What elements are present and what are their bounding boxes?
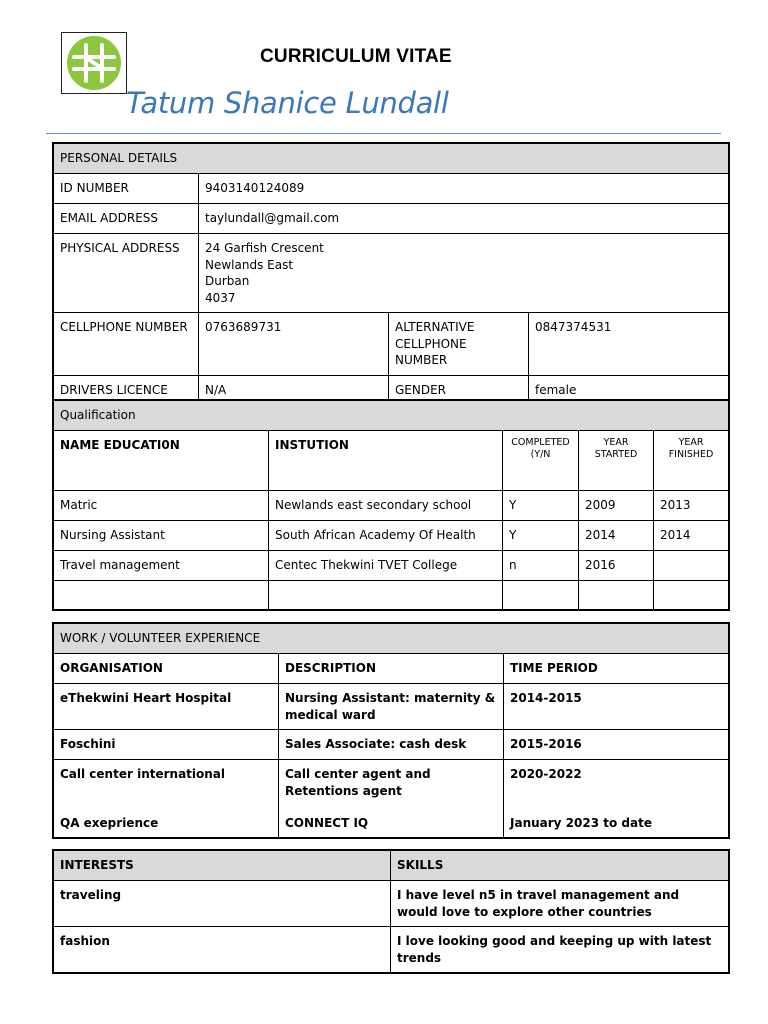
time-period: 2015-2016: [504, 730, 729, 760]
time-period: 2014-2015: [504, 684, 729, 730]
table-row: [54, 521, 729, 551]
completed-header: COMPLETED (Y/N: [503, 431, 579, 491]
completed: Y: [503, 491, 579, 521]
completed: [503, 581, 579, 610]
alt-cellphone-value: 0847374531: [529, 313, 729, 376]
cellphone-value: 0763689731: [199, 313, 389, 376]
description: Call center agent and Retentions agent: [285, 767, 431, 798]
time-period-header: TIME PERIOD: [504, 654, 729, 684]
year-started: 2016: [579, 551, 654, 581]
logo-icon: [62, 33, 126, 93]
table-row: [54, 684, 729, 730]
education-name: [54, 581, 269, 610]
description: Nursing Assistant: maternity & medical ward: [279, 684, 504, 730]
organisation: QA exeprience: [60, 815, 159, 830]
institution: South African Academy Of Health: [269, 521, 503, 551]
qualification-heading: Qualification: [54, 401, 729, 431]
year-started: 2009: [579, 491, 654, 521]
address-line: Newlands East: [205, 257, 294, 272]
table-row: [54, 491, 729, 521]
address-line: Durban: [205, 274, 250, 288]
year-finished: 2014: [654, 521, 729, 551]
year-finished: [654, 551, 729, 581]
skills-heading: SKILLS: [391, 851, 729, 881]
time-period: 2020-2022: [510, 767, 582, 781]
table-row: [54, 551, 729, 581]
description-header: DESCRIPTION: [279, 654, 504, 684]
institution: Centec Thekwini TVET College: [269, 551, 503, 581]
year-finished-header: YEAR FINISHED: [654, 431, 729, 491]
education-name: Nursing Assistant: [54, 521, 269, 551]
work-experience-heading: WORK / VOLUNTEER EXPERIENCE: [54, 624, 729, 654]
document-title: CURRICULUM VITAE: [260, 46, 452, 67]
address-label: PHYSICAL ADDRESS: [54, 234, 199, 313]
year-finished: 2013: [654, 491, 729, 521]
description: CONNECT IQ: [285, 815, 369, 830]
table-row: [54, 881, 729, 927]
completed: Y: [503, 521, 579, 551]
email-value: taylundall@gmail.com: [199, 204, 729, 234]
skill: I love looking good and keeping up with latest trends: [391, 927, 729, 973]
organisation: Call center international: [60, 767, 226, 781]
year-started-header: YEAR STARTED: [579, 431, 654, 491]
institution-header: INSTUTION: [269, 431, 503, 491]
education-name: Matric: [54, 491, 269, 521]
cellphone-label: CELLPHONE NUMBER: [54, 313, 199, 376]
time-period: January 2023 to date: [510, 815, 652, 830]
interests-heading: INTERESTS: [54, 851, 391, 881]
skill: I have level n5 in travel management and would love to explore other countries: [391, 881, 729, 927]
licence-label: DRIVERS LICENCE: [54, 375, 199, 405]
personal-details-table: [53, 143, 729, 406]
description: Sales Associate: cash desk: [279, 730, 504, 760]
title-divider: [46, 133, 721, 134]
table-row: [54, 760, 729, 838]
year-started: 2014: [579, 521, 654, 551]
id-number-label: ID NUMBER: [54, 174, 199, 204]
person-name: Tatum Shanice Lundall: [126, 86, 449, 120]
interests-skills-table: [53, 850, 729, 973]
organisation-header: ORGANISATION: [54, 654, 279, 684]
interest: fashion: [54, 927, 391, 973]
institution: Newlands east secondary school: [269, 491, 503, 521]
organisation-cell: [54, 760, 279, 838]
personal-details-heading: PERSONAL DETAILS: [54, 144, 729, 174]
qualification-table: [53, 400, 729, 610]
description-cell: [279, 760, 504, 838]
education-name-header: NAME EDUCATI0N: [54, 431, 269, 491]
alt-cellphone-label: ALTERNATIVE CELLPHONE NUMBER: [389, 313, 529, 376]
address-value: [199, 234, 729, 313]
organisation: Foschini: [54, 730, 279, 760]
education-name: Travel management: [54, 551, 269, 581]
table-row: [54, 730, 729, 760]
licence-value: N/A: [199, 375, 389, 405]
interest: traveling: [54, 881, 391, 927]
time-period-cell: [504, 760, 729, 838]
gender-value: female: [529, 375, 729, 405]
id-number-value: 9403140124089: [199, 174, 729, 204]
logo: [61, 32, 127, 94]
year-started: [579, 581, 654, 610]
address-line: 24 Garfish Crescent: [205, 241, 324, 255]
table-row: [54, 581, 729, 610]
completed: n: [503, 551, 579, 581]
organisation: eThekwini Heart Hospital: [54, 684, 279, 730]
table-row: [54, 927, 729, 973]
email-label: EMAIL ADDRESS: [54, 204, 199, 234]
work-experience-table: [53, 623, 729, 838]
year-finished: [654, 581, 729, 610]
institution: [269, 581, 503, 610]
gender-label: GENDER: [389, 375, 529, 405]
address-line: 4037: [205, 290, 236, 305]
